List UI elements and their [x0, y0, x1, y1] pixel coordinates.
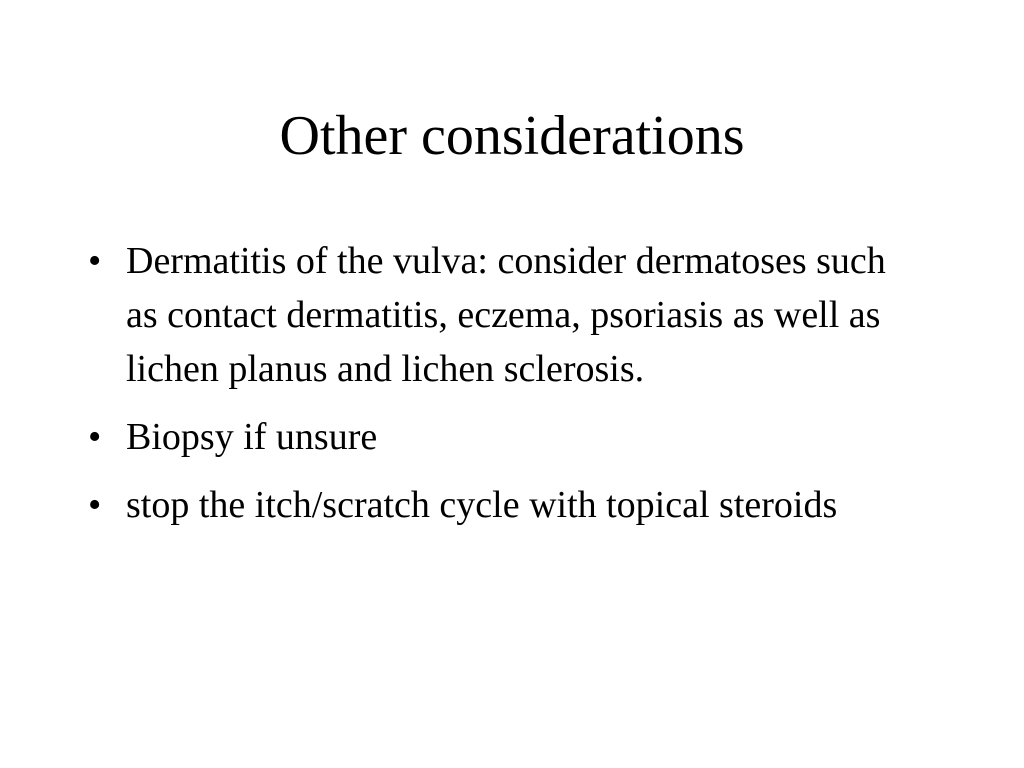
slide-title: Other considerations [279, 105, 745, 167]
bullet-icon: • [88, 484, 102, 526]
bullet-text: stop the itch/scratch cycle with topical steroids [126, 484, 838, 526]
bullet-item [88, 478, 908, 532]
bullet-icon: • [88, 240, 102, 282]
bullet-icon: • [88, 416, 102, 458]
bullet-item [88, 234, 908, 396]
bullet-text: Dermatitis of the vulva: consider dermatoses such as contact dermatitis, eczema, psoriasis as well as lichen planus and lichen sclerosis. [126, 240, 886, 390]
bullet-item [88, 410, 908, 464]
bullet-list [88, 234, 908, 546]
bullet-text: Biopsy if unsure [126, 416, 378, 458]
